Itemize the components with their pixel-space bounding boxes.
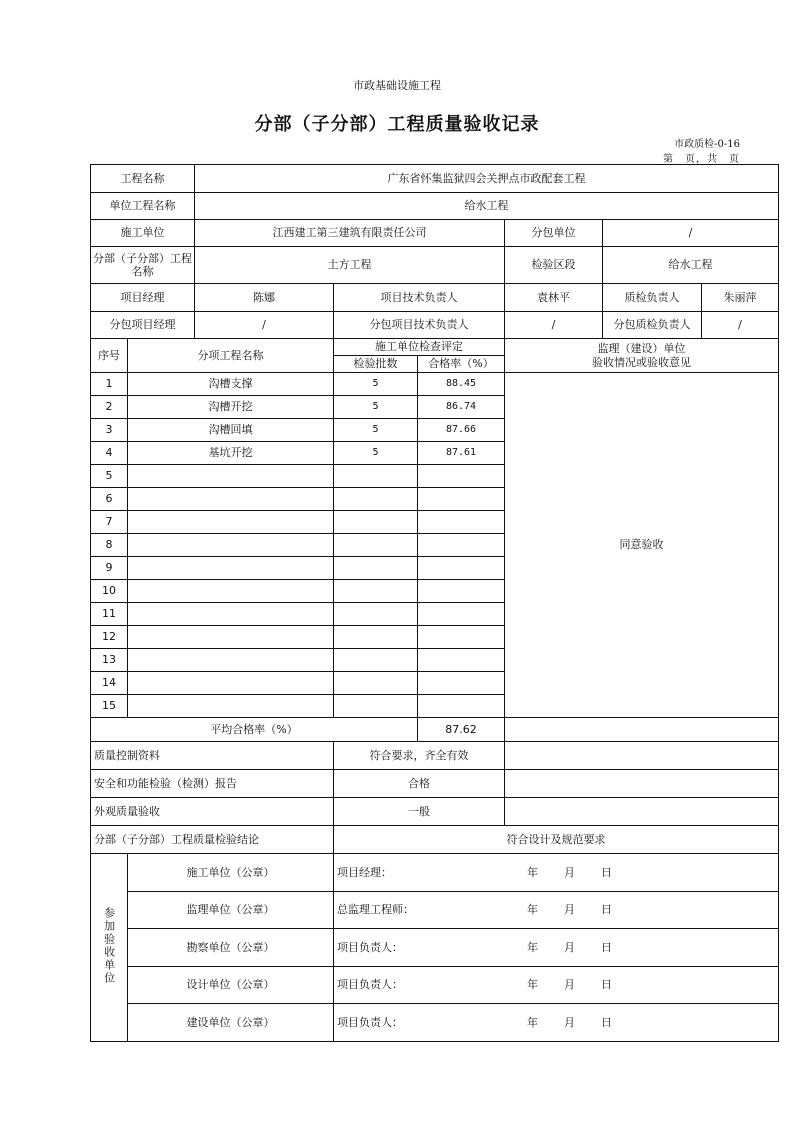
- signoff-person-cell: [334, 966, 779, 1004]
- item-rate: [418, 465, 505, 488]
- item-name: [128, 626, 334, 649]
- item-rate: [418, 580, 505, 603]
- date-year: 年: [527, 940, 538, 954]
- item-name: [128, 695, 334, 718]
- appearance-label: 外观质量验收: [91, 798, 334, 826]
- item-rate: [418, 557, 505, 580]
- item-batches: 5: [334, 373, 418, 396]
- item-name: [128, 672, 334, 695]
- item-name: 沟槽支撑: [128, 373, 334, 396]
- qc-data-value: 符合要求，齐全有效: [334, 742, 505, 770]
- subcontractor-label: 分包单位: [505, 220, 603, 247]
- signoff-person-cell: [334, 854, 779, 892]
- date-month: 月: [564, 903, 575, 917]
- subcontractor-value: /: [603, 220, 779, 247]
- item-rate: 88.45: [418, 373, 505, 396]
- signoff-rows: [91, 854, 779, 1042]
- sub-tech-value: /: [505, 312, 603, 339]
- item-name: [128, 534, 334, 557]
- item-name: 沟槽开挖: [128, 396, 334, 419]
- signoff-unit: 施工单位（公章）: [128, 854, 334, 892]
- inspection-area-value: 给水工程: [603, 247, 779, 284]
- table-row: [91, 373, 779, 396]
- qc-data-label: 质量控制资料: [91, 742, 334, 770]
- item-name: [128, 557, 334, 580]
- col-header-supervisor: 监理（建设）单位 验收情况或验收意见: [505, 339, 779, 373]
- item-batches: [334, 534, 418, 557]
- date-month: 月: [564, 1016, 575, 1030]
- sub-pm-value: /: [195, 312, 334, 339]
- inspection-area-label: 检验区段: [505, 247, 603, 284]
- form-number: 市政质检-0-16: [674, 139, 740, 150]
- item-rate: [418, 603, 505, 626]
- item-batches: 5: [334, 419, 418, 442]
- safety-value: 合格: [334, 770, 505, 798]
- document-org: 市政基础设施工程: [353, 79, 441, 92]
- date-month: 月: [564, 978, 575, 992]
- item-name: [128, 580, 334, 603]
- signoff-unit: 监理单位（公章）: [128, 891, 334, 929]
- item-rate: 87.66: [418, 419, 505, 442]
- sub-qc-label: 分包质检负责人: [603, 312, 702, 339]
- avg-rate-label: 平均合格率（%）: [91, 718, 418, 742]
- col-header-no: 序号: [91, 339, 128, 373]
- signoff-unit: 设计单位（公章）: [128, 966, 334, 1004]
- supervisor-opinion: 同意验收: [505, 373, 779, 718]
- signoff-unit: 勘察单位（公章）: [128, 929, 334, 967]
- item-no: 14: [91, 672, 128, 695]
- item-batches: [334, 557, 418, 580]
- item-rate: [418, 511, 505, 534]
- avg-rate-blank: [505, 718, 779, 742]
- item-batches: [334, 580, 418, 603]
- item-name: [128, 511, 334, 534]
- item-rate: [418, 695, 505, 718]
- item-rate: [418, 672, 505, 695]
- date-month: 月: [564, 940, 575, 954]
- item-no: 15: [91, 695, 128, 718]
- item-batches: [334, 603, 418, 626]
- signoff-person: 项目负责人：: [337, 940, 403, 954]
- item-no: 13: [91, 649, 128, 672]
- item-no: 10: [91, 580, 128, 603]
- item-rows: [91, 373, 779, 718]
- item-batches: 5: [334, 442, 418, 465]
- constructor-label: 施工单位: [91, 220, 195, 247]
- item-name: [128, 603, 334, 626]
- appearance-value: 一般: [334, 798, 505, 826]
- item-batches: [334, 695, 418, 718]
- item-no: 9: [91, 557, 128, 580]
- signoff-unit: 建设单位（公章）: [128, 1004, 334, 1042]
- qc-lead-label: 质检负责人: [603, 284, 702, 312]
- conclusion-value: 符合设计及规范要求: [334, 826, 779, 854]
- signoff-person: 总监理工程师：: [337, 903, 414, 917]
- item-name: [128, 649, 334, 672]
- signoff-person-cell: [334, 929, 779, 967]
- qc-lead-value: 朱丽萍: [702, 284, 779, 312]
- project-name-value: 广东省怀集监狱四会关押点市政配套工程: [195, 165, 779, 193]
- conclusion-label: 分部（子分部）工程质量检验结论: [91, 826, 334, 854]
- pm-label: 项目经理: [91, 284, 195, 312]
- division-label: 分部（子分部）工程名称: [91, 247, 195, 284]
- safety-blank: [505, 770, 779, 798]
- item-no: 6: [91, 488, 128, 511]
- date-day: 日: [601, 940, 612, 954]
- signoff-row: [91, 929, 779, 967]
- signoff-row: [91, 966, 779, 1004]
- signoff-person: 项目经理：: [337, 865, 392, 879]
- division-value: 土方工程: [195, 247, 505, 284]
- date-year: 年: [527, 903, 538, 917]
- item-name: [128, 465, 334, 488]
- safety-label: 安全和功能检验（检测）报告: [91, 770, 334, 798]
- item-name: [128, 488, 334, 511]
- date-day: 日: [601, 1016, 612, 1030]
- signoff-person-cell: [334, 1004, 779, 1042]
- item-batches: [334, 511, 418, 534]
- project-name-label: 工程名称: [91, 165, 195, 193]
- signoff-person: 项目负责人：: [337, 1016, 403, 1030]
- date-year: 年: [527, 978, 538, 992]
- sub-qc-value: /: [702, 312, 779, 339]
- item-batches: 5: [334, 396, 418, 419]
- date-day: 日: [601, 903, 612, 917]
- item-rate: [418, 649, 505, 672]
- qc-data-blank: [505, 742, 779, 770]
- tech-lead-value: 袁林平: [505, 284, 603, 312]
- item-name: 基坑开挖: [128, 442, 334, 465]
- constructor-value: 江西建工第三建筑有限责任公司: [195, 220, 505, 247]
- item-rate: [418, 488, 505, 511]
- unit-project-value: 给水工程: [195, 193, 779, 220]
- item-no: 5: [91, 465, 128, 488]
- date-month: 月: [564, 865, 575, 879]
- item-no: 7: [91, 511, 128, 534]
- item-no: 1: [91, 373, 128, 396]
- date-year: 年: [527, 865, 538, 879]
- page-number: 第 页，共 页: [663, 154, 740, 165]
- sub-pm-label: 分包项目经理: [91, 312, 195, 339]
- avg-rate-value: 87.62: [418, 718, 505, 742]
- unit-project-label: 单位工程名称: [91, 193, 195, 220]
- signoff-person: 项目负责人：: [337, 978, 403, 992]
- inspection-form-table: [90, 164, 779, 1042]
- sub-tech-label: 分包项目技术负责人: [334, 312, 505, 339]
- date-day: 日: [601, 978, 612, 992]
- signoff-person-cell: [334, 891, 779, 929]
- item-rate: [418, 626, 505, 649]
- item-no: 8: [91, 534, 128, 557]
- item-name: 沟槽回填: [128, 419, 334, 442]
- item-no: 11: [91, 603, 128, 626]
- tech-lead-label: 项目技术负责人: [334, 284, 505, 312]
- pm-value: 陈娜: [195, 284, 334, 312]
- item-batches: [334, 626, 418, 649]
- appearance-blank: [505, 798, 779, 826]
- signoff-group-label: 参加验收单位: [91, 854, 128, 1042]
- date-day: 日: [601, 865, 612, 879]
- signoff-row: [91, 891, 779, 929]
- item-rate: 86.74: [418, 396, 505, 419]
- signoff-row: [91, 1004, 779, 1042]
- signoff-row: [91, 854, 779, 892]
- item-batches: [334, 488, 418, 511]
- col-header-batches: 检验批数: [334, 356, 418, 373]
- item-batches: [334, 672, 418, 695]
- item-no: 12: [91, 626, 128, 649]
- item-rate: 87.61: [418, 442, 505, 465]
- col-header-eval-group: 施工单位检查评定: [334, 339, 505, 356]
- document-title: 分部（子分部）工程质量验收记录: [254, 114, 540, 135]
- item-batches: [334, 465, 418, 488]
- item-no: 3: [91, 419, 128, 442]
- item-batches: [334, 649, 418, 672]
- item-no: 4: [91, 442, 128, 465]
- col-header-name: 分项工程名称: [128, 339, 334, 373]
- item-no: 2: [91, 396, 128, 419]
- date-year: 年: [527, 1016, 538, 1030]
- col-header-rate: 合格率（%）: [418, 356, 505, 373]
- item-rate: [418, 534, 505, 557]
